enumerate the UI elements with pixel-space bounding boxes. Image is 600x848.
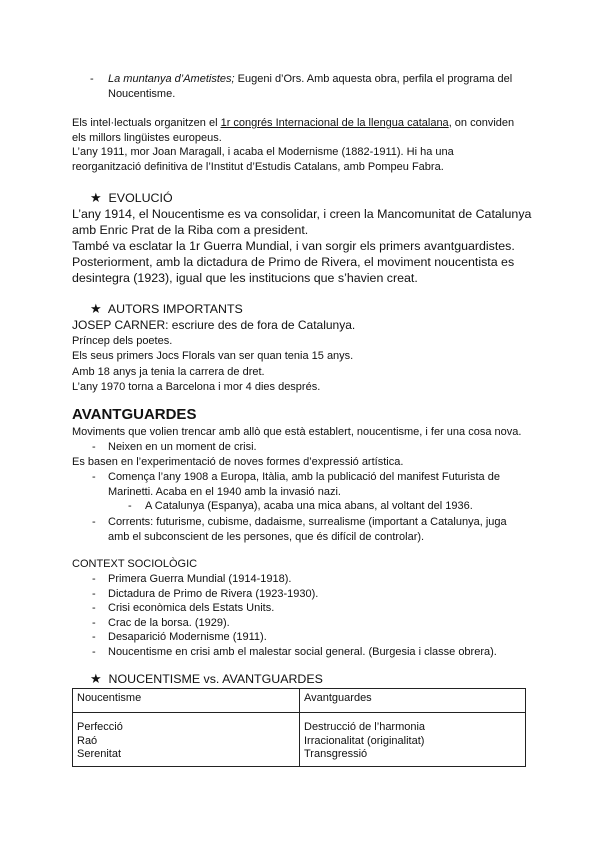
text-line: L’any 1970 torna a Barcelona i mor 4 dies després.	[72, 381, 321, 393]
list-dash: -	[92, 573, 96, 585]
bullet-text: Eugeni d’Ors. Amb aquesta obra, perfila el programa del	[234, 73, 513, 85]
intro-bullet	[108, 72, 548, 101]
list-dash: -	[92, 516, 96, 528]
list-item: Dictadura de Primo de Rivera (1923-1930).	[108, 588, 319, 600]
list-dash: -	[92, 646, 96, 658]
star-icon: ★	[90, 301, 102, 316]
cell-line: Serenitat	[77, 748, 122, 760]
intro-paragraph	[72, 116, 542, 174]
cell-line: Perfecció	[77, 721, 123, 733]
list-dash: -	[92, 617, 96, 629]
list-item	[108, 515, 548, 544]
text-line: JOSEP CARNER: escriure des de fora de Catalunya.	[72, 318, 356, 332]
evolucio-body	[72, 206, 552, 286]
heading-text: NOUCENTISME vs. AVANTGUARDES	[108, 672, 323, 686]
list-dash: -	[92, 471, 96, 483]
text-line: L’any 1914, el Noucentisme es va consolidar, i creen la Mancomunitat de Catalunya	[72, 207, 532, 221]
cell-line: Transgressió	[304, 748, 368, 760]
cell-line: Irracionalitat (originalitat)	[304, 734, 425, 747]
text-line: Corrents: futurisme, cubisme, dadaisme, surrealisme (important a Catalunya, juga	[108, 516, 507, 528]
table-row	[73, 713, 526, 767]
list-item: Desaparició Modernisme (1911).	[108, 631, 267, 643]
list-item: Crisi econòmica dels Estats Units.	[108, 602, 275, 614]
section-heading-context: CONTEXT SOCIOLÒGIC	[72, 558, 198, 570]
text-line: Marinetti. Acaba en el 1940 amb la invasió nazi.	[108, 485, 341, 498]
bullet-text-line2: Noucentisme.	[108, 87, 176, 100]
text-line: També va esclatar la 1r Guerra Mundial, i van sorgir els primers avantguardistes.	[72, 239, 515, 253]
section-heading-autors	[90, 301, 243, 317]
table-header-cell: Noucentisme	[73, 689, 300, 713]
list-dash: -	[92, 602, 96, 614]
avantguardes-line1: Moviments que volien trencar amb allò que està establert, noucentisme, i fer una cosa nova.	[72, 426, 522, 438]
list-item: Neixen en un moment de crisi.	[108, 441, 257, 453]
list-dash: -	[92, 631, 96, 643]
avantguardes-line2: Es basen en l’experimentació de noves formes d’expressió artística.	[72, 456, 404, 468]
text-line: Amb 18 anys ja tenia la carrera de dret.	[72, 365, 265, 378]
text-line: amb Enric Prat de la Riba com a president.	[72, 223, 309, 237]
list-dash: -	[92, 588, 96, 600]
text-line: Comença l’any 1908 a Europa, Itàlia, amb la publicació del manifest Futurista de	[108, 471, 500, 483]
star-icon: ★	[90, 190, 102, 205]
heading-text: AUTORS IMPORTANTS	[107, 302, 243, 316]
list-item: Primera Guerra Mundial (1914-1918).	[108, 573, 292, 585]
text-line: Els seus primers Jocs Florals van ser quan tenia 15 anys.	[72, 350, 354, 362]
section-heading-evolucio	[90, 190, 173, 206]
paragraph-text: els millors lingüistes europeus.	[72, 131, 222, 144]
list-item	[108, 470, 548, 499]
table-cell	[300, 713, 526, 767]
section-heading-comparison	[90, 671, 323, 687]
text-line: Posteriorment, amb la dictadura de Primo de Rivera, el moviment noucentista es	[72, 255, 515, 269]
autors-body	[72, 318, 552, 396]
list-dash: -	[92, 441, 96, 453]
paragraph-text: L’any 1911, mor Joan Maragall, i acaba el Modernisme (1882-1911). Hi ha una	[72, 146, 454, 158]
cell-line: Destrucció de l’harmonia	[304, 721, 426, 733]
text-line: desintegra (1923), igual que les institucions que s’havien creat.	[72, 271, 418, 285]
text-line: amb el subconscient de les persones, que és difícil de controlar).	[108, 530, 425, 543]
paragraph-text: Els intel·lectuals organitzen el	[72, 117, 221, 129]
list-dash: -	[128, 500, 132, 512]
comparison-table	[72, 688, 526, 767]
paragraph-text: reorganització definitiva de l’Institut d’Estudis Catalans, amb Pompeu Fabra.	[72, 160, 444, 173]
text-line: Príncep dels poetes.	[72, 334, 173, 347]
sub-list-item: A Catalunya (Espanya), acaba una mica abans, al voltant del 1936.	[145, 500, 473, 512]
heading-text: EVOLUCIÓ	[108, 191, 173, 205]
congress-link[interactable]: 1r congrés Internacional de la llengua catalana	[220, 117, 449, 129]
book-title: La muntanya d’Ametistes;	[108, 73, 235, 85]
table-header-cell: Avantguardes	[300, 689, 526, 713]
list-item: Noucentisme en crisi amb el malestar social general. (Burgesia i classe obrera).	[108, 646, 497, 658]
paragraph-text: , on conviden	[448, 117, 515, 129]
section-title-avantguardes: AVANTGUARDES	[72, 406, 197, 423]
star-icon: ★	[90, 671, 102, 686]
table-header-row	[73, 689, 526, 713]
list-item: Crac de la borsa. (1929).	[108, 617, 230, 629]
table-cell	[73, 713, 300, 767]
intro-bullet-dash: -	[90, 73, 94, 85]
cell-line: Raó	[77, 734, 98, 747]
